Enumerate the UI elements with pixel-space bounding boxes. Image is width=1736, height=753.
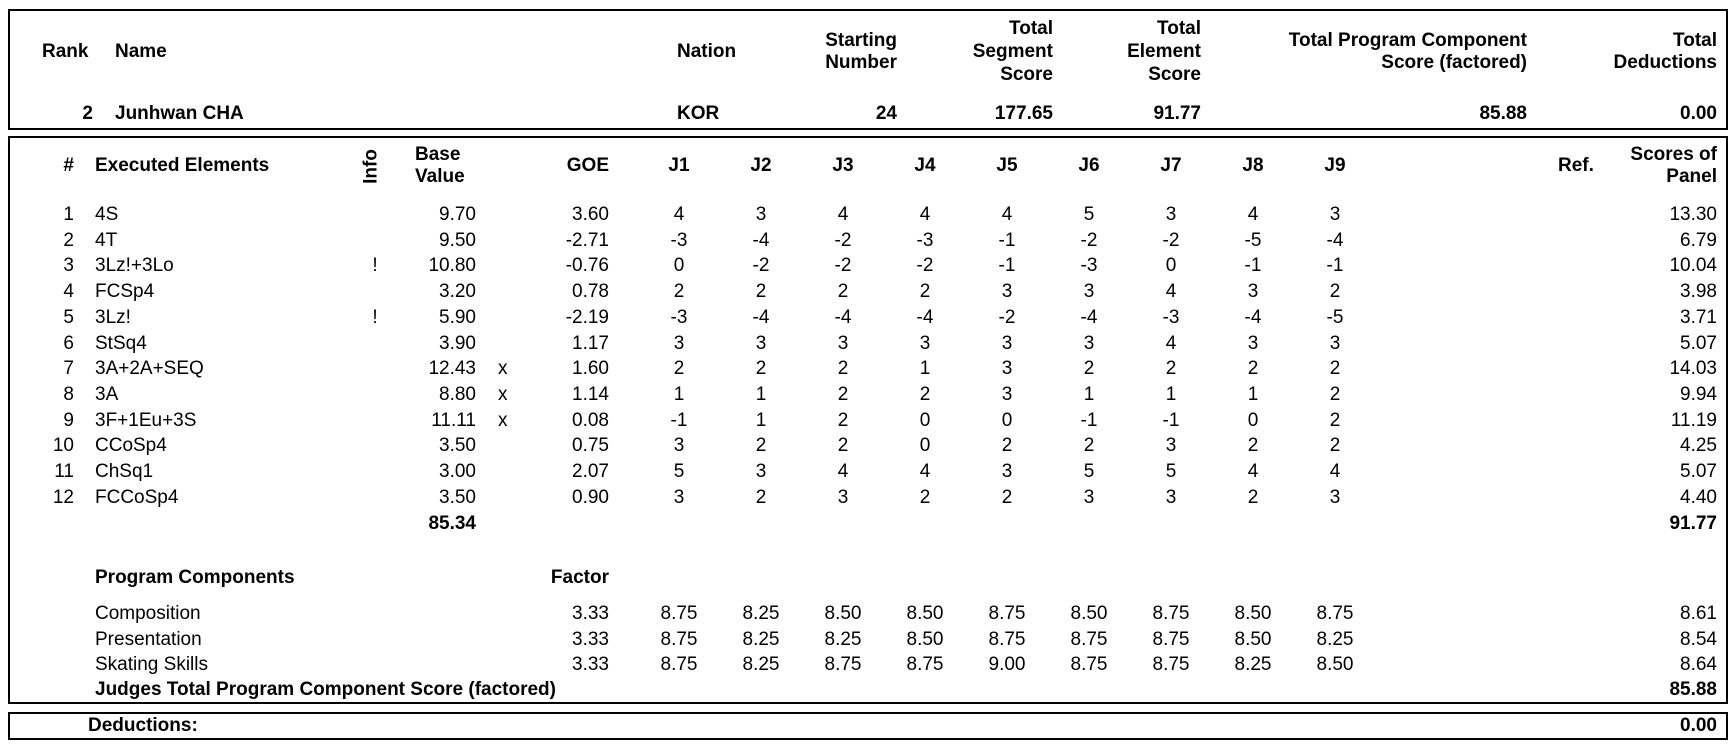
component-judge-j5: 8.75 <box>988 603 1026 624</box>
element-judge-j8: 4 <box>1247 461 1259 482</box>
element-judge-j3: 2 <box>837 358 849 380</box>
element-judge-j4: -3 <box>916 229 934 251</box>
element-judge-j6: 1 <box>1083 383 1095 405</box>
element-judge-j8: 3 <box>1247 332 1259 354</box>
element-judge-j5: 3 <box>1001 358 1013 380</box>
element-base-value: 8.80 <box>439 383 476 405</box>
skater-starting-number: 24 <box>875 103 897 124</box>
element-judge-j9: 4 <box>1329 461 1341 482</box>
element-goe: 0.78 <box>572 281 609 303</box>
element-judge-j8: 2 <box>1247 358 1259 380</box>
element-judge-j2: -4 <box>752 306 770 328</box>
component-judge-j6: 8.75 <box>1070 654 1108 675</box>
element-goe: 3.60 <box>572 204 609 225</box>
element-judge-j2: 3 <box>755 332 767 354</box>
pcs-header-line2: Score (factored) <box>1381 52 1527 73</box>
element-judge-j9: -5 <box>1326 306 1344 328</box>
element-judge-j9: 2 <box>1329 435 1341 457</box>
element-judge-j3: -2 <box>834 229 852 251</box>
element-panel-score: 10.04 <box>1669 255 1717 277</box>
deductions-header-line1: Total <box>1673 30 1717 51</box>
skater-rank: 2 <box>82 103 93 124</box>
element-number: 9 <box>63 409 74 431</box>
element-judge-j9: 3 <box>1329 332 1341 354</box>
element-judge-j8: -1 <box>1244 255 1262 277</box>
element-judge-j8: 1 <box>1247 383 1259 405</box>
element-judge-j2: 2 <box>755 281 767 303</box>
element-judge-j3: 4 <box>837 461 849 482</box>
component-judge-j2: 8.25 <box>742 654 780 675</box>
element-judge-j9: 3 <box>1329 204 1341 225</box>
element-judge-j5: 3 <box>1001 281 1013 303</box>
element-name: 3Lz! <box>95 306 131 328</box>
deductions-header-line2: Deductions <box>1613 52 1717 73</box>
ref-header: Ref. <box>1558 155 1594 176</box>
element-judge-j1: 2 <box>673 281 685 303</box>
element-judge-j9: 2 <box>1329 281 1341 303</box>
element-base-value: 10.80 <box>428 255 476 277</box>
element-judge-j4: 0 <box>919 409 931 431</box>
element-number: 2 <box>63 229 74 251</box>
element-judge-j4: 2 <box>919 383 931 405</box>
element-panel-score: 13.30 <box>1669 204 1717 225</box>
element-judge-j5: 3 <box>1001 461 1013 482</box>
element-panel-score: 4.25 <box>1680 435 1717 457</box>
element-goe: -2.19 <box>565 306 609 328</box>
component-name: Presentation <box>95 628 202 650</box>
element-judge-j1: 3 <box>673 486 685 508</box>
element-bonus-marker: x <box>498 409 508 431</box>
element-judge-j4: 4 <box>919 204 931 225</box>
element-judge-j3: 2 <box>837 281 849 303</box>
element-judge-j3: 4 <box>837 204 849 225</box>
element-judge-j9: 2 <box>1329 358 1341 380</box>
element-number: 4 <box>63 281 74 303</box>
element-base-value: 3.20 <box>439 281 476 303</box>
element-judge-j1: 2 <box>673 358 685 380</box>
component-factor: 3.33 <box>572 603 609 624</box>
element-judge-j5: 4 <box>1001 204 1013 225</box>
element-bonus-marker: x <box>498 383 508 405</box>
element-goe: 0.75 <box>572 435 609 457</box>
element-goe: 2.07 <box>572 461 609 482</box>
element-judge-j9: -4 <box>1326 229 1344 251</box>
element-number-header: # <box>63 155 74 176</box>
component-judge-j9: 8.25 <box>1316 628 1354 650</box>
element-judge-j1: -1 <box>670 409 688 431</box>
component-panel-score: 8.61 <box>1680 603 1717 624</box>
element-judge-j5: 2 <box>1001 435 1013 457</box>
element-judge-j5: 0 <box>1001 409 1013 431</box>
element-judge-j7: 0 <box>1165 255 1177 277</box>
element-judge-j7: 1 <box>1165 383 1177 405</box>
element-judge-j7: 3 <box>1165 204 1177 225</box>
element-goe: 1.17 <box>572 332 609 354</box>
element-judge-j5: -2 <box>998 306 1016 328</box>
starting-number-header-line2: Number <box>825 52 897 73</box>
element-judge-j4: 3 <box>919 332 931 354</box>
component-judge-j2: 8.25 <box>742 628 780 650</box>
starting-number-header-line1: Starting <box>825 30 897 51</box>
scores-of-panel-header-line2: Panel <box>1666 166 1717 187</box>
component-name: Composition <box>95 603 201 624</box>
element-judge-j4: -4 <box>916 306 934 328</box>
element-base-value: 5.90 <box>439 306 476 328</box>
element-judge-j5: -1 <box>998 255 1016 277</box>
element-judge-j8: 2 <box>1247 486 1259 508</box>
element-name: ChSq1 <box>95 461 154 482</box>
element-judge-j1: 5 <box>673 461 685 482</box>
element-base-value: 12.43 <box>428 358 476 380</box>
element-judge-j6: 2 <box>1083 358 1095 380</box>
element-name: 3A <box>95 383 119 405</box>
element-judge-j1: 4 <box>673 204 685 225</box>
element-judge-j7: -2 <box>1162 229 1180 251</box>
judge-header-j5: J5 <box>996 155 1018 176</box>
scores-of-panel-header-line1: Scores of <box>1630 144 1717 165</box>
element-panel-score: 3.98 <box>1680 281 1717 303</box>
element-base-value: 9.70 <box>439 204 476 225</box>
element-judge-j8: -4 <box>1244 306 1262 328</box>
element-panel-score: 9.94 <box>1680 383 1717 405</box>
element-name: FCCoSp4 <box>95 486 179 508</box>
component-judge-j5: 9.00 <box>988 654 1026 675</box>
tss-header-line3: Score <box>1000 64 1053 85</box>
component-judge-j6: 8.75 <box>1070 628 1108 650</box>
deductions-value: 0.00 <box>1680 715 1717 736</box>
component-judge-j1: 8.75 <box>660 654 698 675</box>
element-judge-j6: -4 <box>1080 306 1098 328</box>
rank-header: Rank <box>42 41 89 62</box>
element-goe: 0.08 <box>572 409 609 431</box>
element-bonus-marker: x <box>498 358 508 380</box>
element-judge-j8: 0 <box>1247 409 1259 431</box>
element-judge-j9: -1 <box>1326 255 1344 277</box>
component-judge-j9: 8.50 <box>1316 654 1354 675</box>
element-goe: -0.76 <box>565 255 609 277</box>
element-number: 7 <box>63 358 74 380</box>
element-judge-j8: 4 <box>1247 204 1259 225</box>
element-judge-j5: 3 <box>1001 332 1013 354</box>
skater-total-deductions: 0.00 <box>1680 103 1717 124</box>
element-judge-j4: 0 <box>919 435 931 457</box>
element-judge-j1: 0 <box>673 255 685 277</box>
element-judge-j7: 5 <box>1165 461 1177 482</box>
judges-total-pcs-score: 85.88 <box>1669 679 1717 700</box>
element-base-value: 11.11 <box>431 409 476 431</box>
element-judge-j7: 4 <box>1165 281 1177 303</box>
element-number: 11 <box>54 461 74 482</box>
element-judge-j6: 5 <box>1083 204 1095 225</box>
judge-header-j4: J4 <box>914 155 936 176</box>
element-judge-j3: 3 <box>837 332 849 354</box>
judge-header-j1: J1 <box>668 155 690 176</box>
element-judge-j2: 1 <box>755 383 767 405</box>
element-judge-j8: 2 <box>1247 435 1259 457</box>
element-panel-score: 5.07 <box>1680 332 1717 354</box>
judges-total-pcs-label: Judges Total Program Component Score (factored) <box>95 679 556 700</box>
element-number: 12 <box>52 486 74 508</box>
total-base-value: 85.34 <box>428 513 476 534</box>
element-number: 8 <box>63 383 74 405</box>
element-judge-j2: 2 <box>755 358 767 380</box>
element-judge-j5: 2 <box>1001 486 1013 508</box>
element-name: 4T <box>95 229 118 251</box>
component-judge-j3: 8.50 <box>824 603 862 624</box>
info-header: Info <box>360 149 382 184</box>
element-panel-score: 11.19 <box>1670 409 1717 431</box>
judge-header-j7: J7 <box>1160 155 1182 176</box>
element-info: ! <box>372 306 378 328</box>
component-judge-j7: 8.75 <box>1152 654 1190 675</box>
component-judge-j7: 8.75 <box>1152 628 1190 650</box>
component-name: Skating Skills <box>95 654 208 675</box>
component-judge-j4: 8.50 <box>906 603 944 624</box>
component-judge-j8: 8.50 <box>1234 628 1272 650</box>
executed-elements-header: Executed Elements <box>95 155 270 176</box>
program-components-header: Program Components <box>95 567 295 588</box>
base-value-header-line2: Value <box>415 166 465 187</box>
element-number: 3 <box>63 255 74 277</box>
element-base-value: 9.50 <box>439 229 476 251</box>
element-judge-j6: 3 <box>1083 332 1095 354</box>
element-judge-j7: 4 <box>1165 332 1177 354</box>
name-header: Name <box>115 41 167 62</box>
component-judge-j8: 8.25 <box>1234 654 1272 675</box>
component-judge-j7: 8.75 <box>1152 603 1190 624</box>
element-judge-j4: 2 <box>919 486 931 508</box>
element-judge-j4: 2 <box>919 281 931 303</box>
component-panel-score: 8.54 <box>1680 628 1717 650</box>
element-base-value: 3.50 <box>439 486 476 508</box>
element-goe: 0.90 <box>572 486 609 508</box>
element-judge-j2: 2 <box>755 486 767 508</box>
element-judge-j2: 3 <box>755 461 767 482</box>
deductions-label: Deductions: <box>88 715 198 736</box>
element-judge-j3: 2 <box>837 383 849 405</box>
total-element-score: 91.77 <box>1669 513 1717 534</box>
element-judge-j3: 2 <box>837 409 849 431</box>
element-judge-j1: -3 <box>670 229 688 251</box>
element-judge-j2: 2 <box>755 435 767 457</box>
element-panel-score: 3.71 <box>1680 306 1717 328</box>
tes-header-line1: Total <box>1157 18 1201 39</box>
tes-header-line2: Element <box>1127 41 1201 62</box>
judge-header-j6: J6 <box>1078 155 1100 176</box>
component-judge-j4: 8.75 <box>906 654 944 675</box>
element-judge-j2: -4 <box>752 229 770 251</box>
element-judge-j5: -1 <box>998 229 1016 251</box>
element-judge-j6: 5 <box>1083 461 1095 482</box>
element-judge-j2: 3 <box>755 204 767 225</box>
judge-header-j3: J3 <box>832 155 854 176</box>
judge-header-j8: J8 <box>1242 155 1264 176</box>
element-name: 4S <box>95 204 119 225</box>
component-judge-j4: 8.50 <box>906 628 944 650</box>
goe-header: GOE <box>566 155 609 176</box>
element-judge-j7: 2 <box>1165 358 1177 380</box>
element-panel-score: 14.03 <box>1669 358 1717 380</box>
component-judge-j9: 8.75 <box>1316 603 1354 624</box>
element-number: 5 <box>63 306 74 328</box>
element-number: 10 <box>52 435 74 457</box>
element-judge-j8: 3 <box>1247 281 1259 303</box>
component-judge-j1: 8.75 <box>660 603 698 624</box>
element-judge-j7: -3 <box>1162 306 1180 328</box>
element-judge-j8: -5 <box>1244 229 1262 251</box>
element-judge-j9: 2 <box>1329 383 1341 405</box>
skater-total-segment-score: 177.65 <box>994 103 1053 124</box>
tes-header-line3: Score <box>1148 64 1201 85</box>
element-judge-j6: 2 <box>1083 435 1095 457</box>
element-base-value: 3.90 <box>439 332 476 354</box>
element-name: FCSp4 <box>95 281 155 303</box>
element-judge-j7: 3 <box>1165 435 1177 457</box>
element-goe: 1.60 <box>572 358 609 380</box>
element-judge-j2: -2 <box>752 255 770 277</box>
element-judge-j6: 3 <box>1083 486 1095 508</box>
component-judge-j2: 8.25 <box>742 603 780 624</box>
element-judge-j3: 2 <box>837 435 849 457</box>
component-judge-j5: 8.75 <box>988 628 1026 650</box>
element-number: 6 <box>63 332 74 354</box>
element-name: 3Lz!+3Lo <box>95 255 174 277</box>
tss-header-line2: Segment <box>972 41 1053 62</box>
element-base-value: 3.00 <box>439 461 476 482</box>
component-factor: 3.33 <box>572 654 609 675</box>
element-judge-j1: 3 <box>673 332 685 354</box>
element-judge-j2: 1 <box>755 409 767 431</box>
element-goe: -2.71 <box>565 229 609 251</box>
element-judge-j4: 4 <box>919 461 931 482</box>
element-judge-j1: 3 <box>673 435 685 457</box>
component-judge-j8: 8.50 <box>1234 603 1272 624</box>
element-judge-j7: 3 <box>1165 486 1177 508</box>
base-value-header-line1: Base <box>415 144 461 165</box>
element-judge-j4: 1 <box>919 358 931 380</box>
element-name: StSq4 <box>95 332 147 354</box>
element-name: CCoSp4 <box>95 435 167 457</box>
skater-name: Junhwan CHA <box>115 103 244 124</box>
skater-total-program-component-score: 85.88 <box>1479 103 1527 124</box>
element-panel-score: 6.79 <box>1680 229 1717 251</box>
element-judge-j6: -3 <box>1080 255 1098 277</box>
element-number: 1 <box>63 204 74 225</box>
nation-header: Nation <box>677 41 737 62</box>
pcs-header-line1: Total Program Component <box>1288 30 1527 51</box>
element-judge-j1: -3 <box>670 306 688 328</box>
component-judge-j6: 8.50 <box>1070 603 1108 624</box>
factor-header: Factor <box>550 567 609 588</box>
element-info: ! <box>372 255 378 277</box>
element-name: 3A+2A+SEQ <box>95 358 204 380</box>
element-judge-j3: -4 <box>834 306 852 328</box>
element-judge-j1: 1 <box>673 383 685 405</box>
element-name: 3F+1Eu+3S <box>95 409 197 431</box>
component-panel-score: 8.64 <box>1680 654 1717 675</box>
skater-nation: KOR <box>677 103 720 124</box>
element-judge-j9: 2 <box>1329 409 1341 431</box>
element-judge-j6: -2 <box>1080 229 1098 251</box>
tss-header-line1: Total <box>1009 18 1053 39</box>
deductions-box <box>8 712 1728 740</box>
element-goe: 1.14 <box>572 383 609 405</box>
element-judge-j7: -1 <box>1162 409 1180 431</box>
element-judge-j3: 3 <box>837 486 849 508</box>
element-panel-score: 4.40 <box>1680 486 1717 508</box>
component-judge-j3: 8.75 <box>824 654 862 675</box>
element-judge-j6: -1 <box>1080 409 1098 431</box>
element-base-value: 3.50 <box>439 435 476 457</box>
element-judge-j3: -2 <box>834 255 852 277</box>
element-panel-score: 5.07 <box>1680 461 1717 482</box>
element-judge-j6: 3 <box>1083 281 1095 303</box>
component-factor: 3.33 <box>572 628 609 650</box>
element-judge-j5: 3 <box>1001 383 1013 405</box>
component-judge-j3: 8.25 <box>824 628 862 650</box>
element-judge-j9: 3 <box>1329 486 1341 508</box>
skater-total-element-score: 91.77 <box>1153 103 1201 124</box>
judge-header-j9: J9 <box>1324 155 1346 176</box>
element-judge-j4: -2 <box>916 255 934 277</box>
component-judge-j1: 8.75 <box>660 628 698 650</box>
judge-header-j2: J2 <box>750 155 772 176</box>
